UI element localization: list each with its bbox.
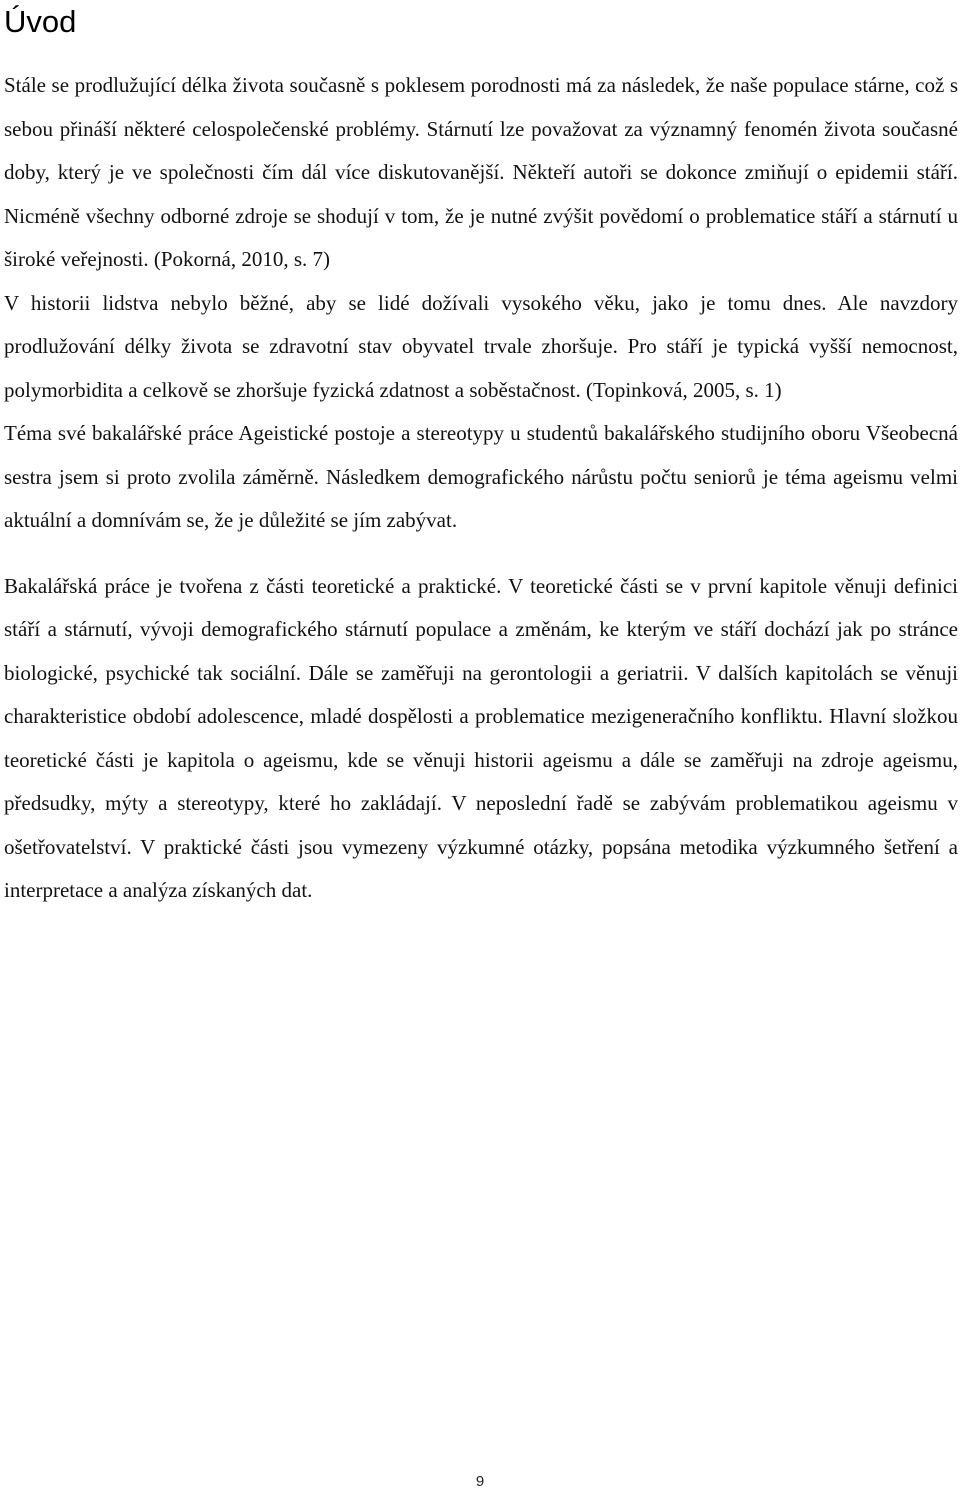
page-title: Úvod [4,4,77,39]
paragraph-2: V historii lidstva nebylo běžné, aby se lidé dožívali vysokého věku, jako je tomu dnes. Ale navzdory prodlužování délky života se zdravotní stav obyvatel trvale zhoršuje. Pro stáří je typická vyšší nemocnost, polymorbidita a celkově se zhoršuje fyzická zdatnost a soběstačnost. (Topinková, 2005, s. 1) [4,290,958,402]
body-text [4,64,958,913]
paragraph-1: Stále se prodlužující délka života současně s poklesem porodnosti má za následek, že naše populace stárne, což s sebou přináší některé celospolečenské problémy. Stárnutí lze považovat za významný fenomén života současné doby, který je ve společnosti čím dál více diskutovanější. Někteří autoři se dokonce zmiňují o epidemii stáří. Nicméně všechny odborné zdroje se shodují v tom, že je nutné zvýšit povědomí o problematice stáří a stárnutí u široké veřejnosti. (Pokorná, 2010, s. 7) [4,73,958,271]
page-number: 9 [475,1473,485,1490]
paragraph-4: Bakalářská práce je tvořena z části teoretické a praktické. V teoretické části se v první kapitole věnuji definici stáří a stárnutí, vývoji demografického stárnutí populace a změnám, ke kterým ve stáří dochází jak po stránce biologické, psychické tak sociální. Dále se zaměřuji na gerontologii a geriatrii. V dalších kapitolách se věnuji charakteristice období adolescence, mladé dospělosti a problematice mezigeneračního konfliktu. Hlavní složkou teoretické části je kapitola o ageismu, kde se věnuji historii ageismu a dále se zaměřuji na zdroje ageismu, předsudky, mýty a stereotypy, které ho zakládají. V neposlední řadě se zabývám problematikou ageismu v ošetřovatelství. V praktické části jsou vymezeny výzkumné otázky, popsána metodika výzkumného šetření a interpretace a analýza získaných dat. [4,573,958,902]
paragraph-3: Téma své bakalářské práce Ageistické postoje a stereotypy u studentů bakalářského studijního oboru Všeobecná sestra jsem si proto zvolila záměrně. Následkem demografického nárůstu počtu seniorů je téma ageismu velmi aktuální a domnívám se, že je důležité se jím zabývat. [4,421,958,532]
